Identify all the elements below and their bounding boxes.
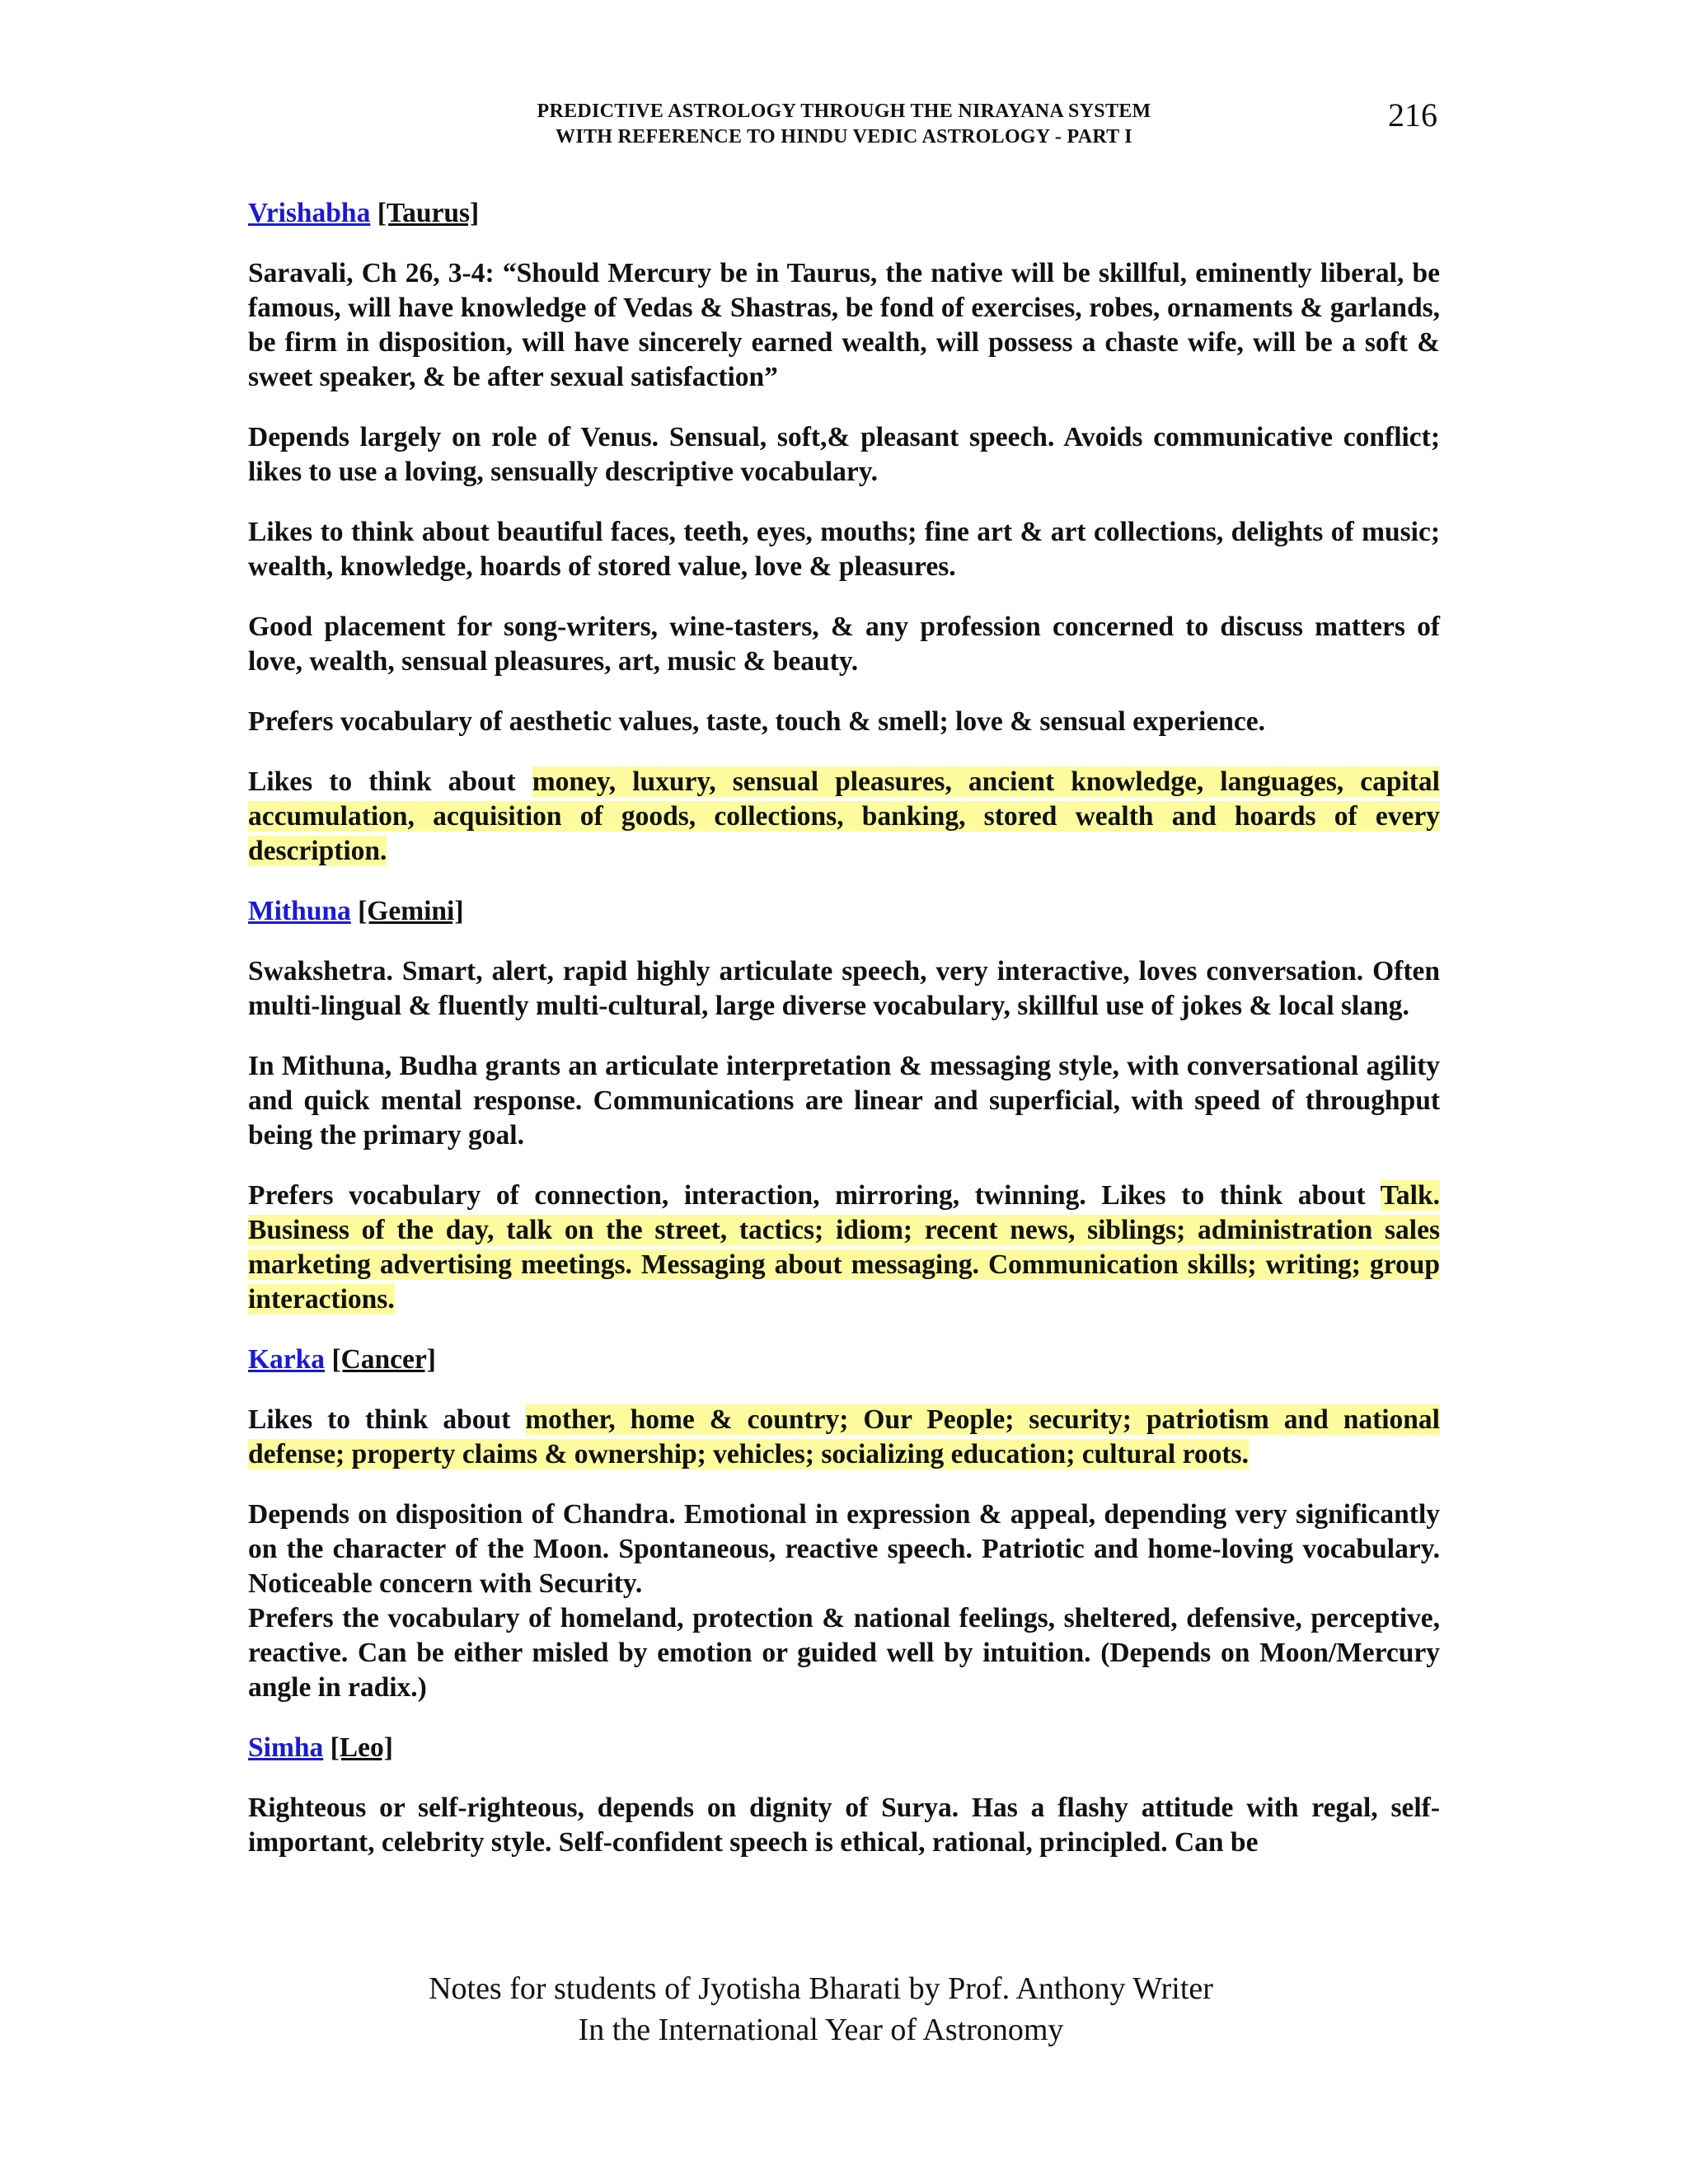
header-title-line-1: PREDICTIVE ASTROLOGY THROUGH THE NIRAYANA SYSTEM (537, 101, 1151, 122)
page-footer (0, 1968, 1642, 2050)
karka-link[interactable]: Karka (248, 1344, 326, 1375)
karka-paragraph-themes (248, 1403, 1440, 1472)
mithuna-paragraph-budha: In Mithuna, Budha grants an articulate interpretation & messaging style, with conversational agility and quick mental response. Communications are linear and superficial, with speed of throughput being the primary goal. (248, 1051, 1440, 1151)
section-heading-karka (248, 1343, 1440, 1377)
section-heading-mithuna (248, 894, 1440, 929)
vrishabha-paragraph-themes (248, 765, 1440, 869)
simha-link[interactable]: Simha (248, 1732, 324, 1763)
page-body (248, 196, 1440, 1860)
cancer-label: [Cancer] (331, 1344, 436, 1375)
karka-themes-highlight: mother, home & country; Our People; security; patriotism and national defense; property claims & ownership; vehicles; socializing education; cultural roots. (248, 1404, 1440, 1469)
karka-paragraph-vocabulary: Prefers the vocabulary of homeland, protection & national feelings, sheltered, defensive, perceptive, reactive. Can be either misled by emotion or guided well by intuition. (Depends on Moon/Mercury angle in radix.) (248, 1603, 1440, 1703)
karka-themes-lead: Likes to think about (248, 1404, 526, 1435)
vrishabha-link[interactable]: Vrishabha (248, 198, 371, 228)
mithuna-themes-lead: Prefers vocabulary of connection, interaction, mirroring, twinning. Likes to think about (248, 1180, 1381, 1211)
section-heading-simha (248, 1731, 1440, 1765)
vrishabha-paragraph-vocabulary: Prefers vocabulary of aesthetic values, taste, touch & smell; love & sensual experience. (248, 706, 1265, 737)
vrishabha-paragraph-placement: Good placement for song-writers, wine-tasters, & any profession concerned to discuss matters of love, wealth, sensual pleasures, art, music & beauty. (248, 612, 1440, 677)
taurus-label: [Taurus] (377, 198, 480, 228)
vrishabha-paragraph-likes: Likes to think about beautiful faces, teeth, eyes, mouths; fine art & art collections, delights of music; wealth, knowledge, hoards of stored value, love & pleasures. (248, 517, 1440, 582)
section-heading-vrishabha (248, 196, 1440, 231)
mithuna-themes-highlight: Talk. Business of the day, talk on the street, tactics; idiom; recent news, siblings; administration sales marketing advertising meetings. Messaging about messaging. Communication skills; writing; group interactions. (248, 1180, 1440, 1315)
gemini-label: [Gemini] (358, 896, 464, 926)
mithuna-paragraph-swakshetra: Swakshetra. Smart, alert, rapid highly articulate speech, very interactive, loves conversation. Often multi-lingual & fluently multi-cultural, large diverse vocabulary, skillful use of jokes & local slang. (248, 956, 1440, 1021)
karka-paragraph-chandra: Depends on disposition of Chandra. Emotional in expression & appeal, depending very significantly on the character of the Moon. Spontaneous, reactive speech. Patriotic and home-loving vocabulary. Noticeable concern with Security. (248, 1499, 1440, 1599)
footer-line-2: In the International Year of Astronomy (578, 2013, 1064, 2047)
footer-line-1: Notes for students of Jyotisha Bharati by Prof. Anthony Writer (429, 1971, 1213, 2006)
page-number: 216 (1388, 96, 1437, 134)
vrishabha-themes-highlight: money, luxury, sensual pleasures, ancient knowledge, languages, capital accumulation, acquisition of goods, collections, banking, stored wealth and hoards of every description. (248, 766, 1440, 866)
vrishabha-paragraph-venus: Depends largely on role of Venus. Sensual, soft,& pleasant speech. Avoids communicative conflict; likes to use a loving, sensually descriptive vocabulary. (248, 422, 1440, 487)
leo-label: [Leo] (330, 1732, 393, 1763)
mithuna-link[interactable]: Mithuna (248, 896, 351, 926)
vrishabha-saravali-quote: Saravali, Ch 26, 3-4: “Should Mercury be in Taurus, the native will be skillful, eminently liberal, be famous, will have knowledge of Vedas & Shastras, be fond of exercises, robes, ornaments & garlands, be firm in disposition, will have sincerely earned wealth, will possess a chaste wife, will be a soft & sweet speaker, & be after sexual satisfaction” (248, 258, 1440, 392)
mithuna-paragraph-themes (248, 1179, 1440, 1317)
vrishabha-themes-lead: Likes to think about (248, 766, 532, 797)
simha-paragraph-surya: Righteous or self-righteous, depends on dignity of Surya. Has a flashy attitude with regal, self-important, celebrity style. Self-confident speech is ethical, rational, principled. Can be (248, 1793, 1440, 1858)
header-title-line-2: WITH REFERENCE TO HINDU VEDIC ASTROLOGY - PART I (556, 126, 1132, 148)
